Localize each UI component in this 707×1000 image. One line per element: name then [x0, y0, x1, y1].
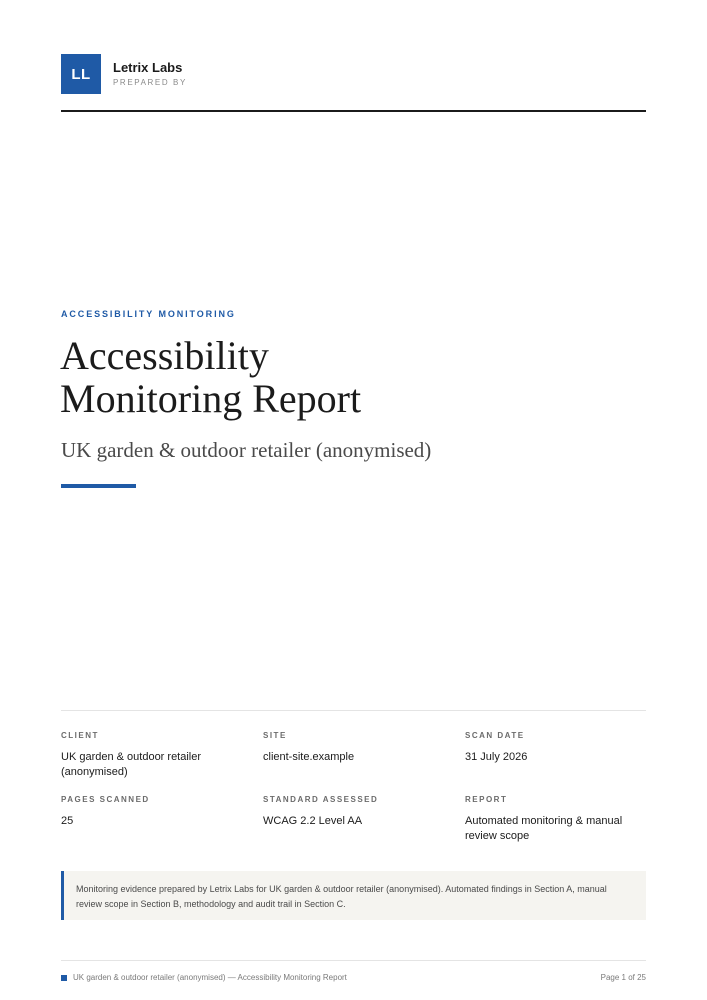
- logo-initials: LL: [71, 65, 91, 83]
- eyebrow-label: ACCESSIBILITY MONITORING: [61, 309, 236, 319]
- meta-value: client-site.example: [263, 751, 355, 763]
- page-number: Page 1 of 25: [600, 973, 646, 982]
- meta-label: SCAN DATE: [465, 731, 525, 740]
- meta-divider: [61, 710, 646, 711]
- meta-report: [465, 794, 650, 844]
- meta-value: UK garden & outdoor retailer (anonymised): [61, 751, 202, 778]
- title-line-1: Accessibility: [60, 333, 269, 378]
- footer-doc-text: UK garden & outdoor retailer (anonymised) — Accessibility Monitoring Report: [73, 973, 347, 982]
- meta-pages-scanned: [61, 794, 246, 829]
- meta-label: PAGES SCANNED: [61, 795, 150, 804]
- meta-standard: [263, 794, 448, 829]
- meta-value: WCAG 2.2 Level AA: [263, 815, 363, 827]
- meta-site: [263, 730, 448, 765]
- brand-block: [61, 54, 187, 94]
- footer-square-icon: [61, 975, 67, 981]
- footer-divider: [61, 960, 646, 961]
- footer-doc-title: [61, 973, 347, 982]
- meta-label: STANDARD ASSESSED: [263, 795, 379, 804]
- meta-scan-date: [465, 730, 650, 765]
- title-line-2: Monitoring Report: [60, 376, 362, 421]
- title-accent-bar: [61, 484, 136, 488]
- page-subtitle: UK garden & outdoor retailer (anonymised): [61, 438, 432, 462]
- brand-text: [113, 60, 187, 89]
- summary-note: Monitoring evidence prepared by Letrix Labs for UK garden & outdoor retailer (anonymised). Automated findings in Section A, manual review scope in Section B, methodology and audit trail in Section C.: [61, 871, 646, 920]
- meta-value: 31 July 2026: [465, 751, 528, 763]
- meta-label: CLIENT: [61, 731, 99, 740]
- header-divider: [61, 110, 646, 112]
- meta-label: SITE: [263, 731, 287, 740]
- logo-badge: [61, 54, 101, 94]
- brand-name: Letrix Labs: [113, 59, 183, 75]
- meta-value: Automated monitoring & manual review scope: [465, 815, 623, 842]
- page-title: [60, 334, 620, 420]
- brand-subtitle: PREPARED BY: [113, 77, 187, 87]
- meta-value: 25: [61, 815, 74, 827]
- meta-label: REPORT: [465, 795, 508, 804]
- meta-client: [61, 730, 246, 780]
